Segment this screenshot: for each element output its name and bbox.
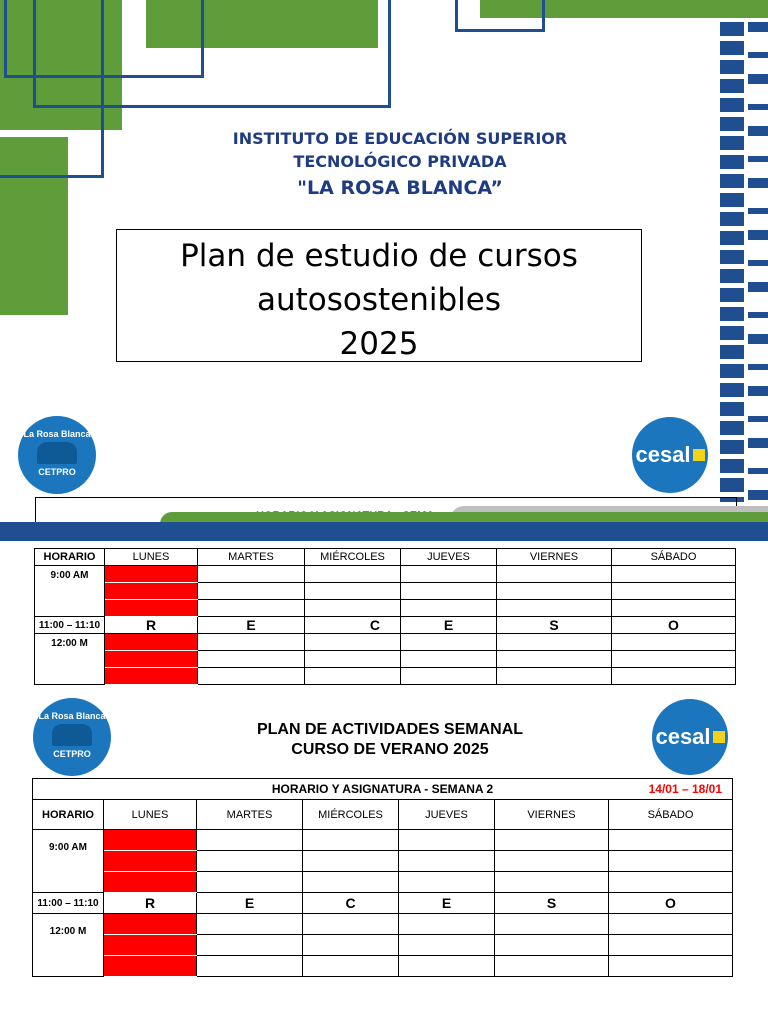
lunes-cell <box>105 583 198 600</box>
col-martes: MARTES <box>198 549 305 566</box>
lunes-cell <box>104 851 197 872</box>
col-viernes: VIERNES <box>497 549 612 566</box>
col-sabado: SÁBADO <box>609 800 733 830</box>
break-letter: O <box>609 893 733 914</box>
col-martes: MARTES <box>197 800 303 830</box>
cover-title-line-1: Plan de estudio de cursos <box>180 238 578 274</box>
col-viernes: VIERNES <box>495 800 609 830</box>
break-letter: C <box>303 893 399 914</box>
deco-blue-frame-4 <box>455 0 545 32</box>
cesal-logo <box>632 417 708 493</box>
rosa-blanca-logo-text: La Rosa Blanca <box>38 711 106 721</box>
break-letter: E <box>399 893 495 914</box>
schedule-table-week1 <box>34 548 736 685</box>
lunes-cell <box>105 651 198 668</box>
time-slot-12m: 12:00 M <box>35 634 105 685</box>
col-lunes: LUNES <box>105 549 198 566</box>
lunes-cell <box>104 956 197 977</box>
schedule-table-week2 <box>32 778 733 977</box>
deco-right-stripe-2 <box>748 22 768 502</box>
break-letter: E <box>198 617 305 634</box>
col-sabado: SÁBADO <box>612 549 736 566</box>
cesal-square-icon <box>693 449 705 461</box>
cesal-logo-2 <box>652 699 728 775</box>
break-letter: E <box>197 893 303 914</box>
rosa-blanca-logo-text: La Rosa Blanca <box>23 429 91 439</box>
cover-title-line-3: 2025 <box>339 326 419 362</box>
cesal-logo-text: cesal <box>635 442 691 467</box>
cesal-square-icon <box>713 731 725 743</box>
break-letter: S <box>497 617 612 634</box>
break-letter: O <box>612 617 736 634</box>
plan-title-line-2: CURSO DE VERANO 2025 <box>291 741 489 758</box>
time-slot-break: 11:00 – 11:10 <box>33 893 104 914</box>
break-letter: S <box>495 893 609 914</box>
lunes-cell <box>104 872 197 893</box>
rosa-blanca-figures-icon <box>37 442 77 464</box>
col-horario: HORARIO <box>35 549 105 566</box>
time-slot-break: 11:00 – 11:10 <box>35 617 105 634</box>
break-letter: C <box>305 617 401 634</box>
lunes-cell <box>105 668 198 685</box>
lunes-cell <box>104 914 197 935</box>
col-miercoles: MIÉRCOLES <box>305 549 401 566</box>
break-letter: R <box>105 617 198 634</box>
week2-dates: 14/01 – 18/01 <box>648 782 722 796</box>
plan-title-line-1: PLAN DE ACTIVIDADES SEMANAL <box>256 721 524 738</box>
cover-title-box <box>116 229 642 362</box>
col-jueves: JUEVES <box>399 800 495 830</box>
lunes-cell <box>104 830 197 851</box>
rosa-blanca-figures-icon <box>52 724 92 746</box>
col-jueves: JUEVES <box>401 549 497 566</box>
lunes-cell <box>105 634 198 651</box>
cesal-logo-text: cesal <box>655 724 711 749</box>
lunes-cell <box>105 566 198 583</box>
rosa-blanca-logo-2 <box>33 698 111 776</box>
rosa-blanca-logo <box>18 416 96 494</box>
deco-right-stripe <box>720 22 744 502</box>
institute-line-1: INSTITUTO DE EDUCACIÓN SUPERIOR <box>232 129 568 148</box>
deco-blue-frame-3 <box>0 0 104 178</box>
time-slot-12m: 12:00 M <box>33 914 104 977</box>
cover-title-line-2: autosostenibles <box>256 282 502 318</box>
institute-line-3: "LA ROSA BLANCA” <box>297 177 503 199</box>
time-slot-9am: 9:00 AM <box>35 566 105 617</box>
banner-blue-bar <box>0 522 768 541</box>
week2-title: HORARIO Y ASIGNATURA - SEMANA 2 <box>271 782 494 796</box>
rosa-blanca-logo-sub: CETPRO <box>38 467 76 477</box>
break-letter: E <box>401 617 497 634</box>
break-letter: R <box>104 893 197 914</box>
col-horario: HORARIO <box>33 800 104 830</box>
lunes-cell <box>105 600 198 617</box>
week2-title-row <box>33 779 733 800</box>
col-lunes: LUNES <box>104 800 197 830</box>
col-miercoles: MIÉRCOLES <box>303 800 399 830</box>
rosa-blanca-logo-sub: CETPRO <box>53 749 91 759</box>
institute-line-2: TECNOLÓGICO PRIVADA <box>293 152 507 171</box>
time-slot-9am: 9:00 AM <box>33 830 104 893</box>
lunes-cell <box>104 935 197 956</box>
